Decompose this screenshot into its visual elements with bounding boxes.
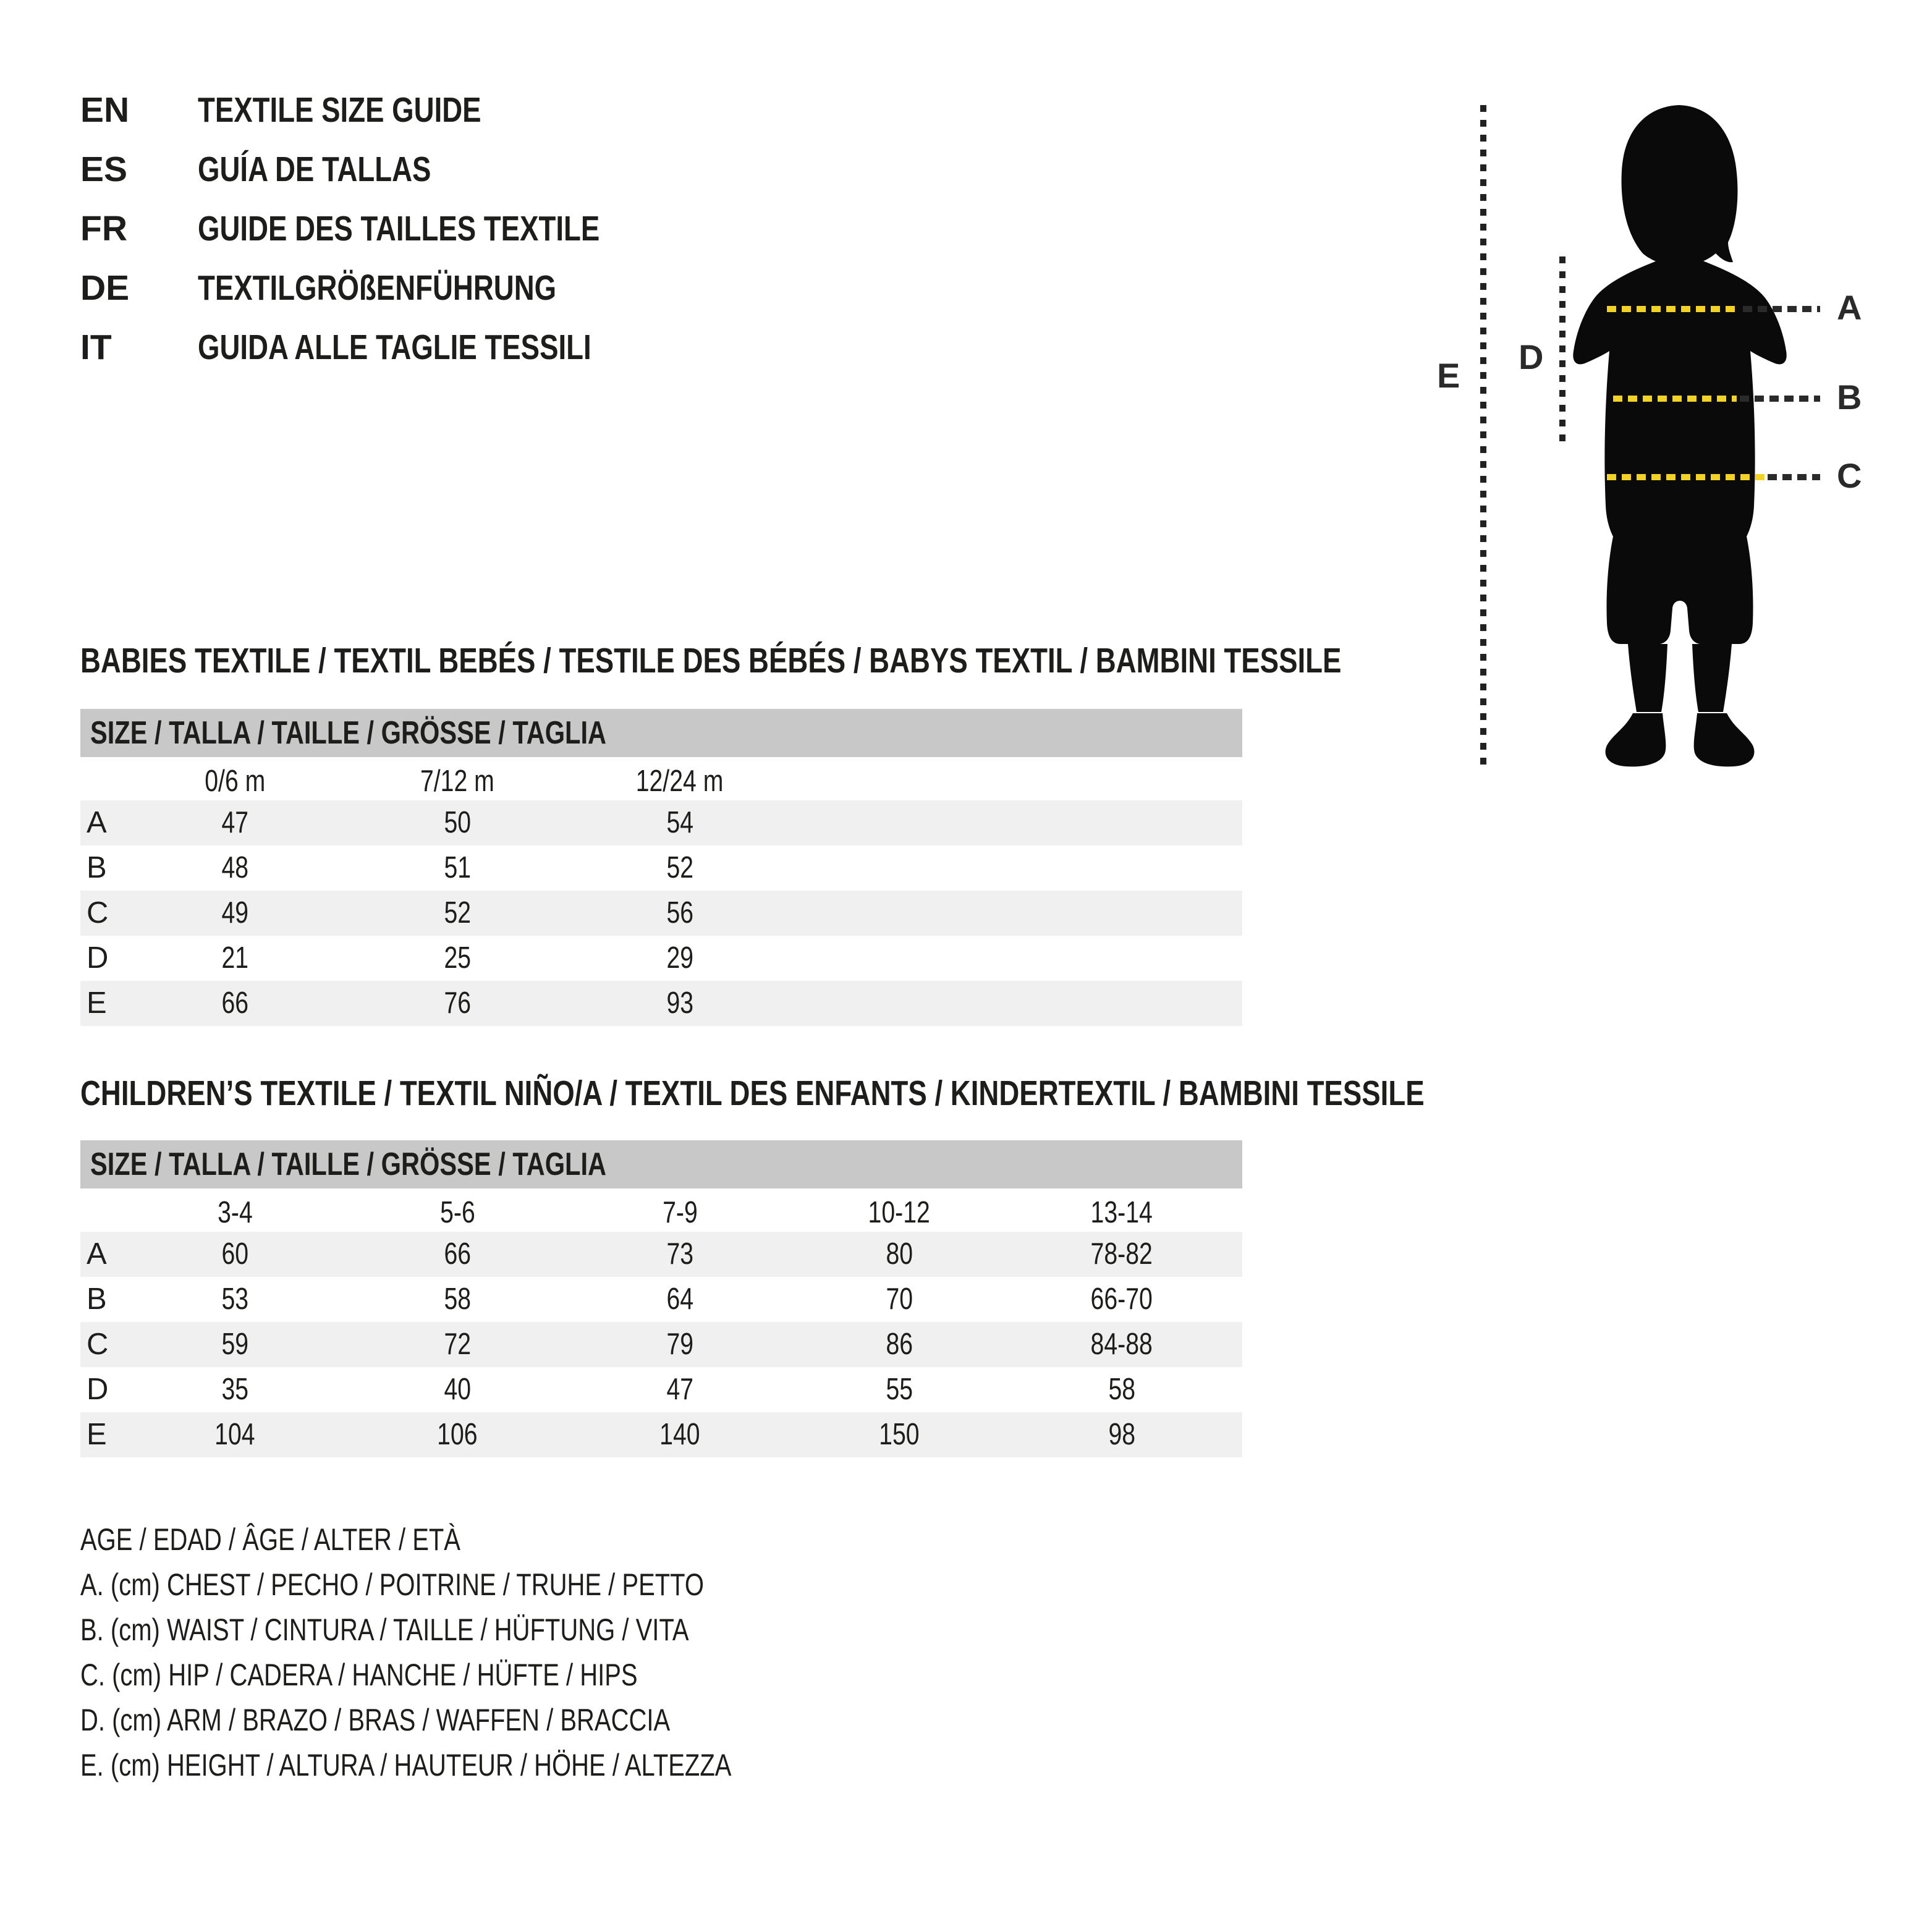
row-label: B — [87, 851, 107, 884]
language-code: FR — [80, 209, 127, 248]
waist-line-dark — [1740, 396, 1820, 402]
row-label: A — [87, 1237, 107, 1271]
language-title: GUÍA DE TALLAS — [198, 150, 431, 189]
table-cell: 98 — [1108, 1418, 1135, 1451]
table-cell: 76 — [444, 986, 471, 1020]
silhouette-right-leg — [1692, 644, 1732, 712]
column-header: 3-4 — [217, 1196, 253, 1229]
table-cell: 84-88 — [1090, 1328, 1153, 1361]
table-cell: 49 — [221, 896, 248, 930]
column-header: 0/6 m — [204, 765, 266, 798]
table-cell: 29 — [666, 941, 693, 975]
hip-line-yellow — [1607, 474, 1765, 480]
table-cell: 52 — [444, 896, 471, 930]
hip-line-label: C — [1837, 456, 1862, 495]
silhouette-right-shoe — [1694, 713, 1755, 766]
table-cell: 86 — [886, 1328, 913, 1361]
table-cell: 80 — [886, 1237, 913, 1271]
babies-section-title: BABIES TEXTILE / TEXTIL BEBÉS / TESTILE DES BÉBÉS / BABYS TEXTIL / BAMBINI TESSILE — [80, 641, 1342, 680]
column-header: 10-12 — [868, 1196, 931, 1229]
children-size-header: SIZE / TALLA / TAILLE / GRÖSSE / TAGLIA — [80, 1140, 1242, 1188]
chest-line-dark — [1743, 306, 1820, 312]
table-row — [80, 1322, 1242, 1367]
table-row — [80, 936, 1242, 981]
row-label: C — [87, 1328, 109, 1361]
waist-line-label: B — [1837, 378, 1862, 417]
table-cell: 25 — [444, 941, 471, 975]
table-cell: 52 — [666, 851, 693, 884]
table-row — [80, 1367, 1242, 1412]
table-row — [80, 1412, 1242, 1457]
table-cell: 21 — [221, 941, 248, 975]
language-code: EN — [80, 90, 130, 130]
children-section-title: CHILDREN’S TEXTILE / TEXTIL NIÑO/A / TEXTIL DES ENFANTS / KINDERTEXTIL / BAMBINI TESSILE — [80, 1074, 1425, 1113]
table-cell: 35 — [221, 1373, 248, 1406]
language-title: TEXTILGRÖßENFÜHRUNG — [198, 268, 557, 308]
language-title: GUIDE DES TAILLES TEXTILE — [198, 209, 600, 248]
table-cell: 60 — [221, 1237, 248, 1271]
language-header — [80, 80, 700, 377]
height-line-label: E — [1437, 356, 1460, 395]
children-table — [80, 1140, 1242, 1457]
row-label: C — [87, 896, 109, 930]
table-row — [80, 1232, 1242, 1277]
column-header: 12/24 m — [636, 765, 724, 798]
table-cell: 106 — [437, 1418, 478, 1451]
column-header: 5-6 — [439, 1196, 475, 1229]
table-cell: 53 — [221, 1282, 248, 1316]
chest-line-yellow — [1607, 306, 1740, 312]
legend-waist-line: B. (cm) WAIST / CINTURA / TAILLE / HÜFTUNG / VITA — [80, 1612, 689, 1647]
language-code: ES — [80, 150, 128, 189]
table-cell: 79 — [666, 1328, 693, 1361]
table-cell: 66 — [221, 986, 248, 1020]
silhouette-shorts — [1606, 536, 1753, 644]
table-cell: 78-82 — [1090, 1237, 1153, 1271]
table-cell: 73 — [666, 1237, 693, 1271]
language-code: IT — [80, 328, 112, 367]
silhouette-left-shoe — [1606, 713, 1666, 766]
language-row-fr — [80, 199, 700, 258]
legend-height-line: E. (cm) HEIGHT / ALTURA / HAUTEUR / HÖHE / ALTEZZA — [80, 1748, 732, 1782]
babies-table — [80, 709, 1242, 1026]
measurement-figure — [1421, 93, 1932, 810]
table-cell: 150 — [879, 1418, 920, 1451]
legend-hip-line: C. (cm) HIP / CADERA / HANCHE / HÜFTE / HIPS — [80, 1658, 638, 1692]
legend-chest-line: A. (cm) CHEST / PECHO / POITRINE / TRUHE / PETTO — [80, 1567, 705, 1602]
row-label: E — [87, 986, 107, 1020]
row-label: D — [87, 1373, 109, 1406]
table-cell: 50 — [444, 806, 471, 839]
table-row — [80, 1277, 1242, 1322]
table-row — [80, 800, 1242, 845]
language-code: DE — [80, 268, 130, 308]
table-cell: 40 — [444, 1373, 471, 1406]
arm-line-label: D — [1519, 337, 1544, 376]
table-cell: 140 — [659, 1418, 700, 1451]
row-label: B — [87, 1282, 107, 1316]
language-row-it — [80, 318, 700, 377]
babies-column-headers — [80, 762, 1242, 800]
hip-line-dark — [1768, 474, 1820, 480]
row-label: D — [87, 941, 109, 975]
table-cell: 58 — [444, 1282, 471, 1316]
row-label: A — [87, 806, 107, 839]
table-cell: 47 — [666, 1373, 693, 1406]
table-cell: 51 — [444, 851, 471, 884]
row-label: E — [87, 1418, 107, 1451]
language-title: GUIDA ALLE TAGLIE TESSILI — [198, 328, 591, 367]
table-row — [80, 981, 1242, 1026]
chest-line-label: A — [1837, 288, 1862, 327]
measurement-legend — [80, 1517, 894, 1788]
arm-measure-line — [1559, 256, 1566, 442]
table-cell: 66 — [444, 1237, 471, 1271]
table-cell: 72 — [444, 1328, 471, 1361]
table-cell: 48 — [221, 851, 248, 884]
table-row — [80, 891, 1242, 936]
babies-size-header: SIZE / TALLA / TAILLE / GRÖSSE / TAGLIA — [80, 709, 1242, 757]
language-row-es — [80, 140, 700, 199]
table-cell: 66-70 — [1090, 1282, 1153, 1316]
table-cell: 70 — [886, 1282, 913, 1316]
table-cell: 47 — [221, 806, 248, 839]
legend-age-line: AGE / EDAD / ÂGE / ALTER / ETÀ — [80, 1522, 460, 1557]
column-header: 13-14 — [1090, 1196, 1153, 1229]
table-cell: 93 — [666, 986, 693, 1020]
column-header: 7-9 — [662, 1196, 698, 1229]
table-cell: 55 — [886, 1373, 913, 1406]
table-cell: 59 — [221, 1328, 248, 1361]
table-cell: 104 — [214, 1418, 255, 1451]
children-column-headers — [80, 1193, 1242, 1232]
table-cell: 64 — [666, 1282, 693, 1316]
table-cell: 54 — [666, 806, 693, 839]
language-title: TEXTILE SIZE GUIDE — [198, 90, 481, 130]
table-row — [80, 845, 1242, 891]
legend-arm-line: D. (cm) ARM / BRAZO / BRAS / WAFFEN / BRACCIA — [80, 1703, 671, 1737]
silhouette-head — [1622, 105, 1738, 266]
table-cell: 58 — [1108, 1373, 1135, 1406]
language-row-en — [80, 80, 700, 140]
table-cell: 56 — [666, 896, 693, 930]
language-row-de — [80, 258, 700, 318]
column-header: 7/12 m — [420, 765, 494, 798]
waist-line-yellow — [1613, 396, 1737, 402]
